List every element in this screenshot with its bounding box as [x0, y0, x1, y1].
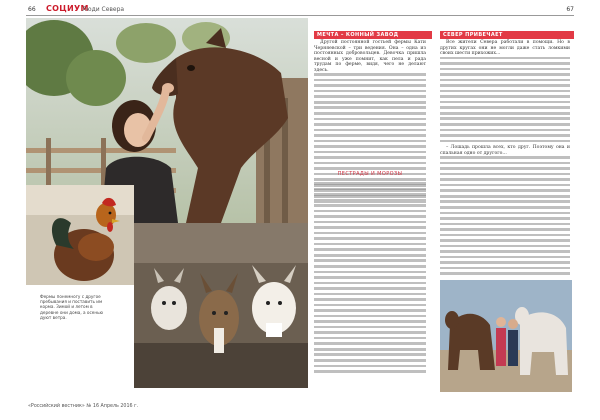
page-footer: «Российский вестник» № 16 Апрель 2016 г. — [28, 404, 139, 409]
section-subtitle: Люди Севера — [82, 6, 125, 13]
right-second-paragraph: – Лошадь прошла всех, кто друг. Поэтому она и спальная одно от другого... — [440, 145, 570, 156]
rooster-photo — [26, 185, 134, 285]
magazine-brand: СОЦИУМ — [46, 4, 89, 13]
right-page-number: 67 — [566, 6, 574, 13]
middle-section-title: ПЕСТРАДЫ И МОРОЗЫ — [337, 171, 403, 177]
middle-body-text-lines-2 — [314, 182, 426, 373]
header-rule — [26, 15, 574, 16]
left-page-number: 66 — [28, 6, 36, 13]
right-intro-paragraph: Все жители Севера работали в помощи. Но в других кругах они не могли даже стать ломкими своих шести прихожих... — [440, 40, 570, 57]
photo-caption: Фермы понемногу с другое пребывания и поставить им корма. Зимой и летом в деревне они дома, а осенью дуют ветра. — [40, 294, 104, 320]
middle-text-column-2 — [314, 182, 426, 376]
women-with-horses-photo — [440, 280, 572, 392]
right-text-column — [440, 40, 570, 278]
section-band-middle: МЕЧТА – КОННЫЙ ЗАВОД — [314, 31, 432, 39]
section-band-right: СЕВЕР ПРИВЕЧАЕТ — [440, 31, 574, 39]
right-body-text-lines-2 — [440, 156, 570, 275]
right-body-text-lines — [440, 57, 570, 143]
goats-photo — [134, 223, 308, 388]
middle-intro-paragraph: Другой постоянной гостьей фермы Кати Черняевской – три ведения. Она – одна из постоянных добровольцев. Девочка пришла весной и уже помнит, как пела и рада трудам по ферме, видя, чего не делают здесь. — [314, 40, 426, 73]
